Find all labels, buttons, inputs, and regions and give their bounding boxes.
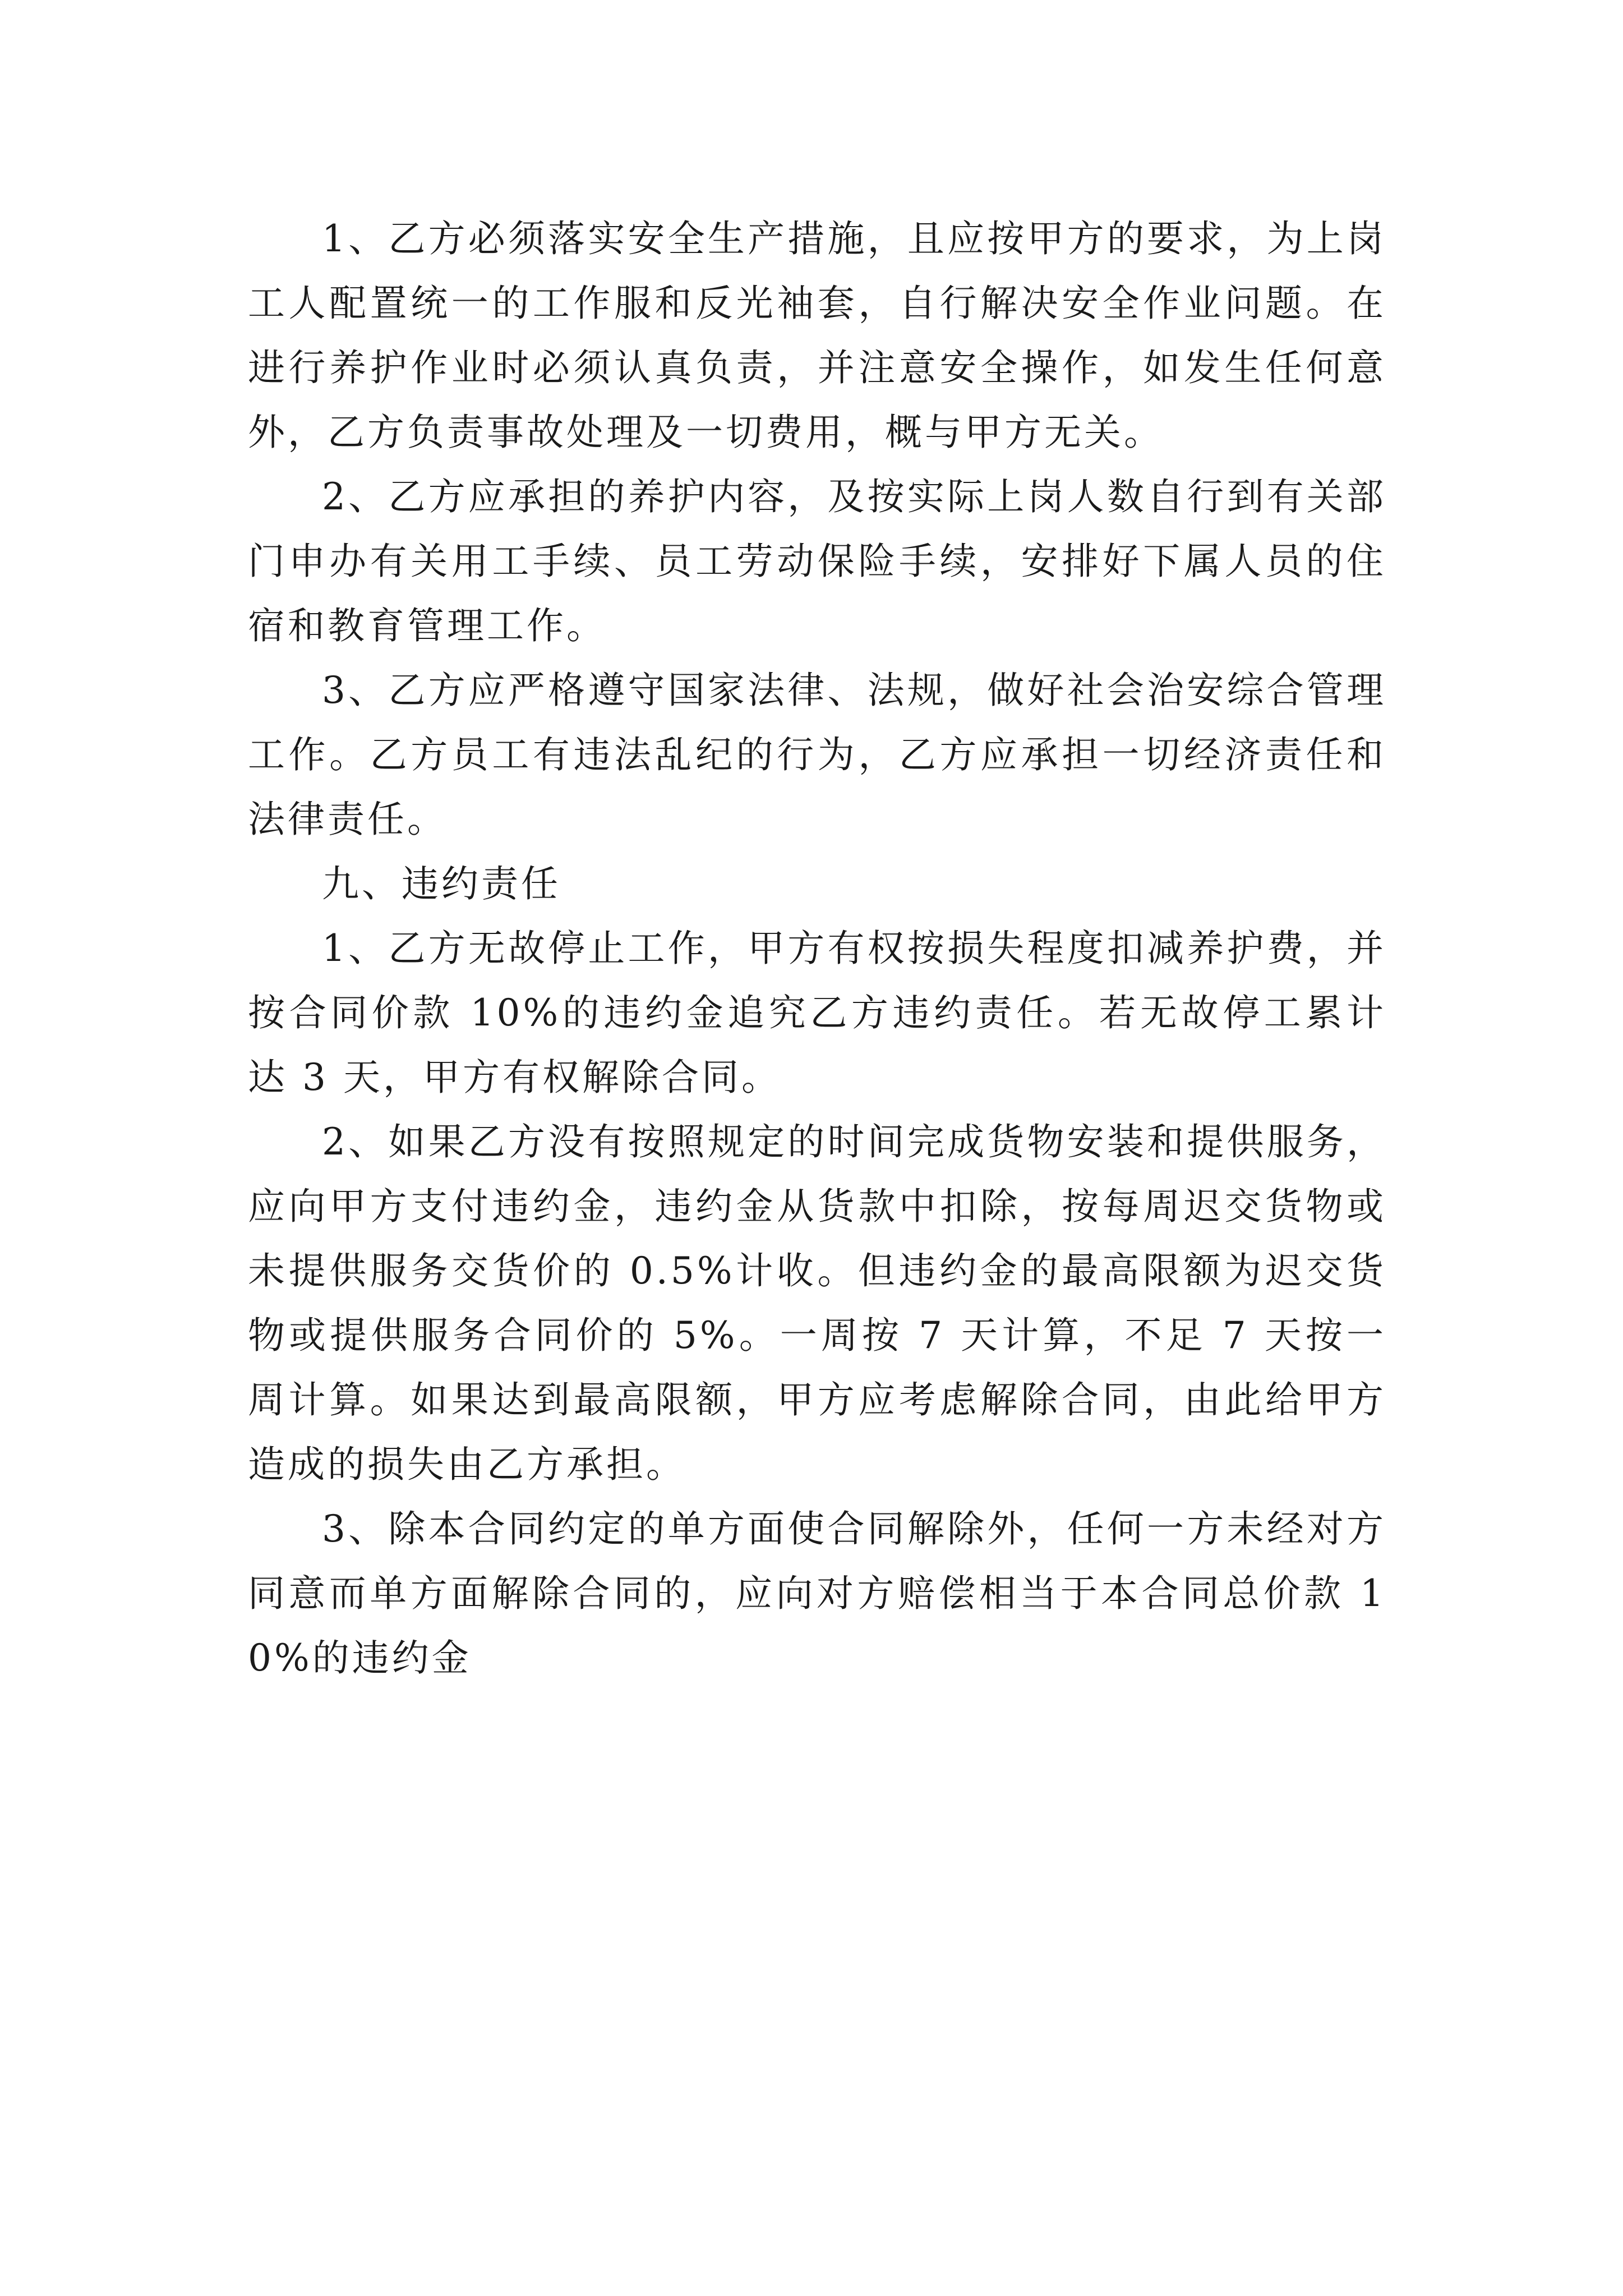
section-heading-breach-liability: 九、违约责任: [322, 862, 561, 905]
clause-unilateral-termination: 3、除本合同约定的单方面使合同解除外，任何一方未经对方同意而单方面解除合同的，应向对方赔偿相当于本合同总价款 10%的违约金: [248, 1507, 1386, 1680]
clause-maintenance-duties: 2、乙方应承担的养护内容，及按实际上岗人数自行到有关部门申办有关用工手续、员工劳动保险手续，安排好下属人员的住宿和教育管理工作。: [248, 475, 1386, 647]
clause-legal-compliance: 3、乙方应严格遵守国家法律、法规，做好社会治安综合管理工作。乙方员工有违法乱纪的行为，乙方应承担一切经济责任和法律责任。: [248, 669, 1386, 841]
clause-safety-measures: 1、乙方必须落实安全生产措施，且应按甲方的要求，为上岗工人配置统一的工作服和反光袖套，自行解决安全作业问题。在进行养护作业时必须认真负责，并注意安全操作，如发生任何意外，乙方负责事故处理及一切费用，概与甲方无关。: [248, 217, 1386, 454]
document-body: [248, 206, 1386, 1690]
clause-late-delivery: 2、如果乙方没有按照规定的时间完成货物安装和提供服务，应向甲方支付违约金，违约金从货款中扣除，按每周迟交货物或未提供服务交货价的 0.5%计收。但违约金的最高限额为迟交货物或提供服务合同价的 5%。一周按 7 天计算，不足 7 天按一周计算。如果达到最高限额，甲方应考虑解除合同，由此给甲方造成的损失由乙方承担。: [248, 1120, 1386, 1486]
clause-work-stoppage: 1、乙方无故停止工作，甲方有权按损失程度扣减养护费，并按合同价款 10%的违约金追究乙方违约责任。若无故停工累计达 3 天，甲方有权解除合同。: [248, 927, 1386, 1099]
